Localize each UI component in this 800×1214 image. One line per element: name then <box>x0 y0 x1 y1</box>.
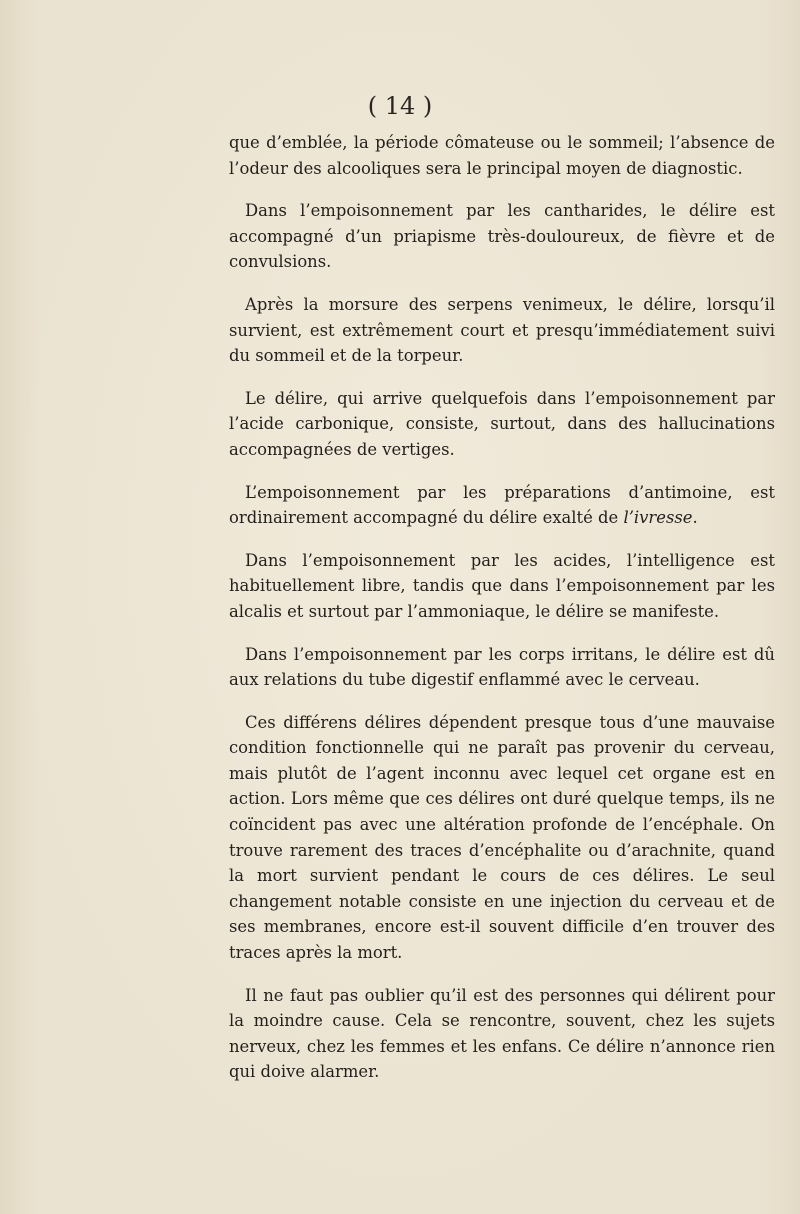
page-number: ( 14 ) <box>367 92 433 120</box>
paragraph: Ces différens délires dépendent presque tous d’une mauvaise condition fonctionnelle qui ne paraît pas provenir du cerveau, mais plutôt de l’agent inconnu avec lequel cet organe est en action. Lors même que ces délires ont duré quelque temps, ils ne coïncident pas avec une altération profonde de l’encéphale. On trouve rarement des traces d’encéphalite ou d’arachnite, quand la mort survient pendant le cours de ces délires. Le seul changement notable consiste en une injection du cerveau et de ses membranes, encore est-il souvent difficile d’en trouver des traces après la mort. <box>229 712 775 963</box>
paragraph: Dans l’empoisonnement par les corps irritans, le délire est dû aux relations du tube digestif enflammé avec le cerveau. <box>229 644 775 690</box>
paragraph: Il ne faut pas oublier qu’il est des personnes qui délirent pour la moindre cause. Cela se rencontre, souvent, chez les sujets nerveux, chez les femmes et les enfans. Ce délire n’annonce rien qui doive alarmer. <box>229 985 775 1082</box>
body-text <box>229 130 775 1102</box>
paragraph: Après la morsure des serpens venimeux, le délire, lorsqu’il survient, est extrêmement court et presqu’immédiatement suivi du sommeil et de la torpeur. <box>229 294 775 366</box>
paragraph: Dans l’empoisonnement par les acides, l’intelligence est habituellement libre, tandis que dans l’empoisonnement par les alcalis et surtout par l’ammoniaque, le délire se manifeste. <box>229 550 775 621</box>
emphasis-text: l’ivresse <box>623 508 693 528</box>
paragraph <box>229 480 775 531</box>
paragraph-text: L’empoisonnement par les préparations d’antimoine, est ordinairement accompagné du délire exalté de <box>229 482 775 528</box>
paragraph: Le délire, qui arrive quelquefois dans l’empoisonnement par l’acide carbonique, consiste, surtout, dans des hallucinations accompagnées de vertiges. <box>229 388 775 459</box>
paragraph-tail: . <box>692 508 698 528</box>
paragraph: que d’emblée, la période cômateuse ou le sommeil; l’absence de l’odeur des alcooliques sera le principal moyen de diagnostic. <box>229 133 775 178</box>
paragraph: Dans l’empoisonnement par les cantharides, le délire est accompagné d’un priapisme très-douloureux, de fièvre et de convulsions. <box>229 201 775 272</box>
